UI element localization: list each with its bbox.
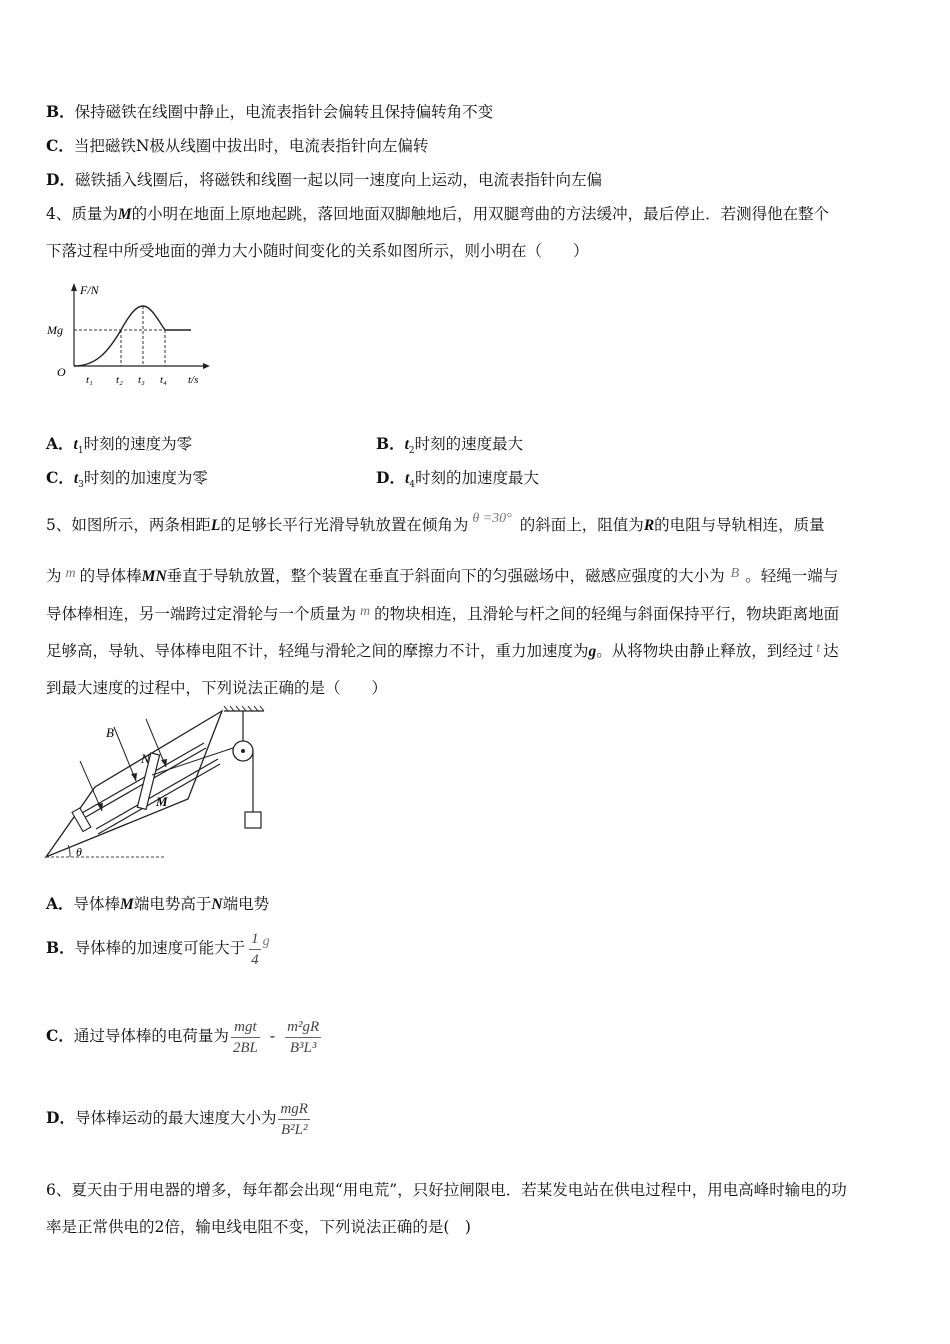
option-letter: A． (46, 434, 74, 453)
fraction-denominator: B³L³ (289, 1039, 317, 1056)
q5-symbol-g: g (588, 643, 597, 660)
q5-stem-line3 (46, 604, 839, 626)
mass-symbol: m (360, 604, 371, 619)
option-subscript: 1 (77, 446, 84, 457)
q4-option-c (46, 468, 208, 495)
q5-text: 达 (823, 642, 839, 660)
option-text: 通过导体棒的电荷量为 (73, 1027, 229, 1045)
fraction-numerator: mgR (278, 1099, 310, 1120)
q5-symbol-r: R (643, 517, 655, 534)
option-text: 导体棒运动的最大速度大小为 (74, 1109, 277, 1127)
tick-t4: t₄ (160, 374, 167, 386)
q4-option-a (46, 434, 192, 461)
q5-text: 的斜面上，阻值为 (519, 516, 644, 534)
gravity-symbol: g (262, 934, 270, 949)
fraction-numerator: mgt (231, 1017, 260, 1038)
q5-stem-line4 (46, 641, 839, 663)
time-symbol: t (816, 641, 821, 656)
field-symbol: B (730, 566, 740, 581)
q5-text: 垂直于导轨放置，整个装置在垂直于斜面向下的匀强磁场中，磁感应强度的大小为 (166, 567, 725, 585)
q4-option-d (376, 468, 539, 495)
tick-t1: t₁ (86, 374, 93, 386)
pulley-axle (241, 749, 245, 753)
option-text: 端电势 (222, 895, 270, 913)
option-letter: D． (376, 468, 405, 487)
option-letter: D． (46, 1108, 75, 1127)
mass-symbol: m (65, 566, 76, 581)
q5-text: 足够高，导轨、导体棒电阻不计，轻绳与滑轮之间的摩擦力不计，重力加速度为 (46, 642, 589, 660)
q5-text: 。轻绳一端与 (745, 567, 839, 585)
q4-text: 的小明在地面上原地起跳，落回地面双脚触地后，用双腿弯曲的方法缓冲，最后停止．若测得他在整个 (131, 205, 830, 223)
mg-label: Mg (47, 323, 63, 337)
theta-label: θ (76, 845, 82, 859)
q5-text: 的物块相连，且滑轮与杆之间的轻绳与斜面保持平行，物块距离地面 (374, 605, 840, 623)
q6-stem-line1: 6、夏天由于用电器的增多，每年都会出现“用电荒”，只好拉闸限电．若某发电站在供电过程中，用电高峰时输电的功 (46, 1181, 847, 1199)
resistor (72, 808, 91, 832)
q5-text: 为 (46, 567, 62, 585)
x-axis-label: t/s (188, 374, 199, 386)
option-letter: D． (46, 170, 75, 189)
option-text: 时刻的加速度为零 (83, 469, 208, 487)
q5-option-a (46, 894, 269, 915)
option-letter: C． (46, 1026, 74, 1045)
q5-text: 的电阻与导轨相连，质量 (654, 516, 825, 534)
tick-t2: t₂ (116, 374, 123, 386)
option-letter: C． (46, 136, 74, 155)
option-text: 时刻的速度为零 (83, 435, 193, 453)
option-text: 导体棒 (73, 895, 121, 913)
force-curve (74, 306, 191, 366)
q5-text: 5、如图所示，两条相距 (46, 516, 211, 534)
q5-stem-line2 (46, 566, 838, 588)
option-text: 端电势高于 (133, 895, 212, 913)
q3-option-d (46, 170, 602, 190)
option-text: 磁铁插入线圈后，将磁铁和线圈一起以同一速度向上运动，电流表指针向左偏 (74, 171, 602, 189)
x-axis-arrow (203, 363, 210, 369)
q5-symbol-l: L (210, 517, 221, 534)
fraction-denominator: 2BL (232, 1039, 258, 1056)
field-label-b: B (106, 725, 114, 740)
field-arrow-1 (131, 773, 137, 781)
q5-option-b (46, 928, 270, 970)
q4-text: 4、质量为 (46, 205, 118, 223)
fraction-denominator: 4 (251, 951, 259, 968)
incline-rail-figure (40, 705, 280, 865)
origin-label: O (57, 365, 66, 379)
incline-plane (46, 711, 222, 857)
rod-label-n: N (141, 751, 150, 766)
q5-option-c (46, 1016, 321, 1058)
option-symbol: t (404, 436, 409, 453)
q4-option-b (376, 434, 523, 461)
fraction-max-velocity (278, 1099, 310, 1140)
q4-stem-line1 (46, 204, 829, 225)
option-text: 导体棒的加速度可能大于 (74, 939, 246, 957)
option-subscript: 4 (409, 480, 415, 491)
option-letter: A． (46, 894, 74, 913)
q5-stem-line5: 到最大速度的过程中，下列说法正确的是（ ） (46, 679, 388, 697)
theta-value: θ =30° (472, 511, 512, 526)
q5-option-d (46, 1098, 310, 1140)
q5-text: 的导体棒 (79, 567, 142, 585)
fraction-charge-1 (231, 1017, 260, 1058)
option-symbol: t (404, 470, 410, 487)
q5-symbol-mn: MN (141, 568, 167, 585)
option-subscript: 2 (408, 446, 415, 457)
minus-sign: - (269, 1027, 276, 1045)
fraction-denominator: B²L² (280, 1121, 308, 1138)
option-subscript: 3 (78, 480, 84, 491)
option-letter: B． (46, 938, 75, 957)
q5-text: 。从将物块由静止释放，到经过 (596, 642, 814, 660)
hanging-block (245, 812, 261, 828)
q6-stem-line2: 率是正常供电的2倍，输电线电阻不变，下列说法正确的是( ) (46, 1218, 471, 1236)
q3-option-b (46, 102, 493, 122)
option-symbol-m: M (120, 896, 134, 913)
q5-text: 导体棒相连，另一端跨过定滑轮与一个质量为 (46, 605, 357, 623)
q4-symbol-m: M (117, 206, 132, 223)
ceiling-hatch (224, 706, 264, 711)
y-axis-arrow (71, 283, 77, 291)
q4-stem-line2: 下落过程中所受地面的弹力大小随时间变化的关系如图所示，则小明在（ ） (46, 242, 589, 260)
q5-stem-line1 (46, 511, 825, 537)
option-text: 时刻的速度最大 (414, 435, 524, 453)
tick-t3: t₃ (138, 374, 145, 386)
rod-label-m: M (156, 794, 168, 809)
fraction-numerator: 1 (249, 929, 261, 950)
option-symbol-n: N (211, 896, 223, 913)
fraction-quarter (249, 929, 261, 970)
option-text: 时刻的加速度最大 (415, 469, 540, 487)
option-letter: B． (46, 102, 75, 121)
option-text: 当把磁铁N极从线圈中拔出时，电流表指针向左偏转 (73, 137, 429, 155)
fraction-charge-2 (285, 1017, 321, 1058)
q5-text: 的足够长平行光滑导轨放置在倾角为 (220, 516, 469, 534)
q3-option-c (46, 136, 428, 156)
y-axis-label: F/N (80, 283, 99, 297)
option-text: 保持磁铁在线圈中静止，电流表指针会偏转且保持偏转角不变 (74, 103, 494, 121)
fraction-numerator: m²gR (285, 1017, 321, 1038)
option-symbol: t (73, 436, 78, 453)
option-letter: B． (376, 434, 405, 453)
option-letter: C． (46, 468, 74, 487)
force-time-graph (46, 280, 216, 392)
option-symbol: t (73, 470, 79, 487)
